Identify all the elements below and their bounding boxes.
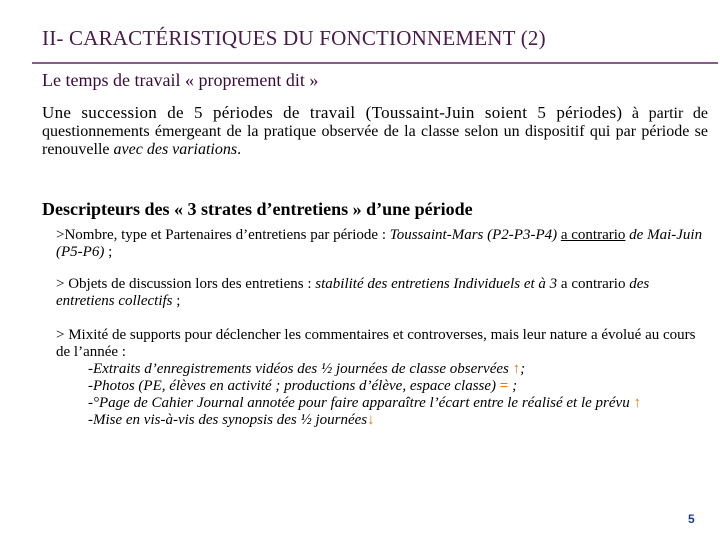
slide-subtitle: Le temps de travail « proprement dit »: [42, 70, 319, 90]
arrow-down-icon: ↓: [367, 412, 375, 428]
intro-rest: à partir de questionnements émergeant de la pratique observée de la classe selon un dispositif qui par période se renouvelle: [42, 105, 708, 158]
item2-end: ;: [172, 293, 181, 309]
support-photos-text: -Photos (PE, élèves en activité ; productions d’élève, espace classe): [88, 378, 500, 394]
title-divider: [32, 62, 718, 64]
support-photos: [56, 378, 710, 395]
intro-lead: Une succession de 5 périodes de travail (Toussaint-Juin soient 5 périodes): [42, 103, 623, 122]
page-number: 5: [688, 512, 695, 526]
support-video-text: -Extraits d’enregistrements vidéos des ½ journées de classe observées: [88, 361, 513, 377]
descriptors-heading: Descripteurs des « 3 strates d’entretiens » d’une période: [42, 199, 473, 219]
item1-end: ;: [104, 244, 113, 260]
descriptor-item-supports: [56, 327, 710, 429]
intro-paragraph: [42, 104, 708, 159]
support-video-end: ;: [520, 361, 526, 377]
support-photos-end: ;: [508, 378, 518, 394]
support-journal-page: [56, 395, 710, 412]
item1-text: >Nombre, type et Partenaires d’entretiens par période :: [56, 227, 390, 243]
support-video-extracts: [56, 361, 710, 378]
support-synopsis: [56, 412, 710, 429]
descriptor-item-discussion-objects: [56, 276, 710, 310]
arrow-up-icon: ↑: [512, 361, 521, 377]
item1-period-mai-juin: de Mai-Juin (P5-P6): [56, 227, 703, 260]
item1-period-toussaint-mars: Toussaint-Mars (P2-P3-P4): [389, 227, 561, 243]
item3-text: > Mixité de supports pour déclencher les commentaires et controverses, mais leur nature a évolué au cours de l’année :: [56, 327, 696, 360]
equal-icon: =: [499, 378, 509, 394]
item2-a-contrario: a contrario: [557, 276, 630, 292]
slide-title: II- CARACTÉRISTIQUES DU FONCTIONNEMENT (2): [42, 26, 546, 50]
item2-collective: des entretiens collectifs: [56, 276, 650, 309]
arrow-up-icon: ↑: [633, 395, 641, 411]
item1-a-contrario: a contrario: [560, 227, 626, 243]
descriptor-item-number-type: [56, 227, 710, 261]
item2-stability: stabilité des entretiens Individuels et à 3: [315, 276, 558, 292]
support-synopsis-text: -Mise en vis-à-vis des synopsis des ½ journées: [88, 412, 368, 428]
intro-end: .: [237, 141, 242, 158]
support-journal-text: -°Page de Cahier Journal annotée pour faire apparaître l’écart entre le réalisé et le prévu: [88, 395, 634, 411]
item2-text: > Objets de discussion lors des entretiens :: [56, 276, 316, 292]
intro-italic: avec des variations: [113, 141, 238, 158]
